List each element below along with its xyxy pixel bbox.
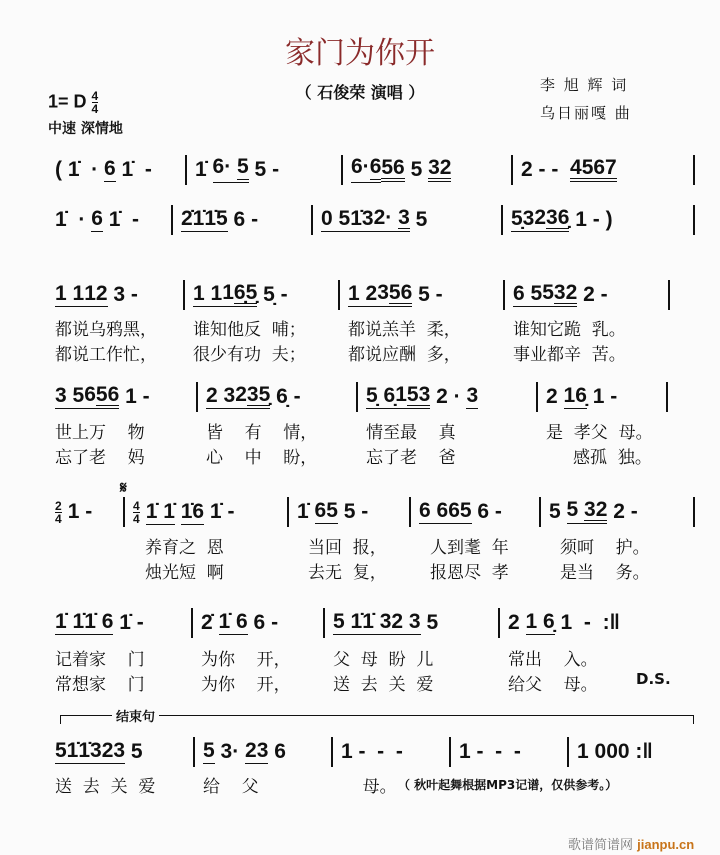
measure: 1 1 12 3 - bbox=[55, 280, 185, 310]
measure: 1̇ 6· 5 5 - bbox=[187, 155, 343, 185]
lyric: 为你 开， bbox=[201, 675, 291, 695]
lyric: 心 中 盼， bbox=[206, 448, 318, 468]
time-top: 2 bbox=[55, 498, 62, 513]
time-signature bbox=[133, 500, 140, 525]
lyric: 为你 开， bbox=[201, 650, 291, 670]
lyrics-verse-2 bbox=[55, 340, 695, 365]
lyric: 人到耄 年 bbox=[430, 538, 509, 558]
lyric: 是当 务。 bbox=[560, 563, 650, 583]
measure: 6·6 56 5 32 bbox=[343, 155, 513, 185]
time-top: 4 bbox=[91, 89, 99, 103]
measure: 2 3 235̣ 6̣ - bbox=[198, 382, 358, 412]
lyric: 母。 bbox=[341, 777, 397, 797]
dal-segno-marking: D.S. bbox=[636, 670, 671, 688]
measure-notes: 1̇ 1̇ 1̇6 1̇ - bbox=[145, 499, 235, 523]
staff-row-7 bbox=[55, 737, 695, 767]
lyric: 谁知它跪 乳。 bbox=[513, 320, 626, 340]
lyric: 感孤 独。 bbox=[546, 448, 652, 468]
staff-row-1 bbox=[55, 155, 695, 185]
measure: 2̇1̇ 1̇5 6 - bbox=[173, 205, 313, 235]
lyric: 去无 复， bbox=[308, 563, 387, 583]
lyric: 都说应酬 多， bbox=[348, 345, 461, 365]
measure: 2̇ 1̇ 6 6 - bbox=[193, 608, 325, 638]
lyric: 谁知他反 哺； bbox=[193, 320, 306, 340]
staff-row-5 bbox=[55, 497, 695, 527]
measure: 5 1̇ 1̇ 3 2 3 5 bbox=[325, 608, 500, 638]
lyric: 皆 有 情， bbox=[206, 423, 318, 443]
measure: 5 3· 23 6 bbox=[195, 737, 333, 767]
segno-sign: 𝄋 bbox=[120, 478, 127, 497]
staff-row-6 bbox=[55, 608, 695, 638]
lyric: 都说乌鸦黑， bbox=[55, 320, 157, 340]
lyric: 送 去 关 爱 bbox=[55, 777, 156, 797]
song-title: 家门为你开 bbox=[285, 36, 435, 71]
lyric: 都说工作忙， bbox=[55, 345, 157, 365]
lyrics-verse-1 bbox=[55, 645, 695, 670]
measure: 3 5 656 1 - bbox=[55, 382, 198, 412]
lyric: 情至最 真 bbox=[366, 423, 456, 443]
time-bottom: 4 bbox=[133, 511, 140, 526]
key-signature bbox=[48, 90, 98, 115]
measure: 2 - - 4567 bbox=[513, 155, 695, 185]
measure: 1 1 16̣5̣ 5̣ - bbox=[185, 280, 340, 310]
lyric: 记着家 门 bbox=[55, 650, 145, 670]
lyric: 很少有功 夫； bbox=[193, 345, 306, 365]
measure: 5̣ 6̣ 153 2 · 3 bbox=[358, 382, 538, 412]
lyric: 养育之 恩 bbox=[145, 538, 224, 558]
watermark-cn: 歌谱简谱网 bbox=[568, 838, 634, 853]
pickup-notes: 1 - bbox=[67, 500, 93, 523]
key-label: 1= D bbox=[48, 91, 87, 112]
lyric: 给父 母。 bbox=[508, 675, 598, 695]
watermark bbox=[568, 834, 694, 853]
ending-label: 结束句 bbox=[112, 706, 159, 725]
measure: 1̇ 1̇ 1̇ 6 1̇ - bbox=[55, 608, 193, 638]
lyric: 常出 入。 bbox=[508, 650, 598, 670]
lyrics-verse-2 bbox=[145, 558, 705, 583]
measure: 1 2 356 5 - bbox=[340, 280, 505, 310]
tempo-marking: 中速 深情地 bbox=[48, 121, 123, 137]
lyric: 忘了老 爸 bbox=[366, 448, 456, 468]
measure: 1̇ · 6 1̇ - bbox=[55, 205, 173, 235]
measure: 51̇ 1̇3 23 5 bbox=[55, 737, 195, 767]
lyric: 当回 报， bbox=[308, 538, 387, 558]
time-bottom: 4 bbox=[55, 511, 62, 526]
measure: 1 - - - bbox=[333, 737, 451, 767]
lyric: 是 孝父 母。 bbox=[546, 423, 653, 443]
watermark-site: jianpu.cn bbox=[637, 837, 695, 852]
measure: 5 5 32 2 - bbox=[541, 497, 695, 527]
lyrics-verse-1 bbox=[55, 315, 695, 340]
singer-credit: （ 石俊荣 演唱 ） bbox=[295, 83, 425, 102]
time-top: 4 bbox=[133, 498, 140, 513]
time-signature bbox=[92, 90, 99, 115]
staff-row-3 bbox=[55, 280, 695, 310]
measure: 2 1 6̣ 1 - :‖ bbox=[508, 609, 621, 634]
lyric: 世上万 物 bbox=[55, 423, 145, 443]
measure: ( 1̇ · 6 1̇ - bbox=[55, 155, 187, 185]
pickup-measure bbox=[55, 497, 125, 527]
time-bottom: 4 bbox=[91, 102, 99, 116]
lyricist-credit: 李 旭 辉 词 bbox=[540, 76, 629, 94]
lyric: 父 母 盼 儿 bbox=[333, 650, 434, 670]
lyrics-verse-2 bbox=[55, 443, 695, 468]
measure: 0 5 1̇3 2· 3 5 bbox=[313, 205, 503, 235]
staff-row-4 bbox=[55, 382, 695, 412]
lyrics-verse-1 bbox=[55, 418, 695, 443]
measure: 5̣3 236̣ 1 - ) bbox=[503, 205, 695, 235]
composer-credit: 乌日丽嘎 曲 bbox=[540, 104, 632, 122]
measure: 1 - - - bbox=[451, 737, 569, 767]
lyric: 烛光短 啊 bbox=[145, 563, 224, 583]
measure: 2 16̣ 1 - bbox=[538, 382, 668, 412]
lyric: 忘了老 妈 bbox=[55, 448, 145, 468]
time-signature bbox=[55, 500, 62, 525]
lyric: 给 父 bbox=[203, 777, 259, 797]
lyric: 送 去 关 爱 bbox=[333, 675, 434, 695]
measure: 6 6 65 6 - bbox=[411, 497, 541, 527]
measure bbox=[125, 497, 289, 527]
lyric: 报恩尽 孝 bbox=[430, 563, 509, 583]
transcription-note: （ 秋叶起舞根据MP3记谱，仅供参考。） bbox=[398, 778, 618, 792]
lyric: 常想家 门 bbox=[55, 675, 145, 695]
measure: 1 000 :‖ bbox=[577, 740, 653, 763]
staff-row-2 bbox=[55, 205, 695, 235]
measure: 1̇ 65 5 - bbox=[289, 497, 411, 527]
lyric: 须呵 护。 bbox=[560, 538, 650, 558]
lyrics-verse-2 bbox=[55, 670, 695, 695]
measure: 6 5 532 2 - bbox=[505, 280, 670, 310]
lyrics-verse-1 bbox=[145, 533, 705, 558]
lyric: 事业都辛 苦。 bbox=[513, 345, 626, 365]
lyric: 都说羔羊 柔， bbox=[348, 320, 461, 340]
